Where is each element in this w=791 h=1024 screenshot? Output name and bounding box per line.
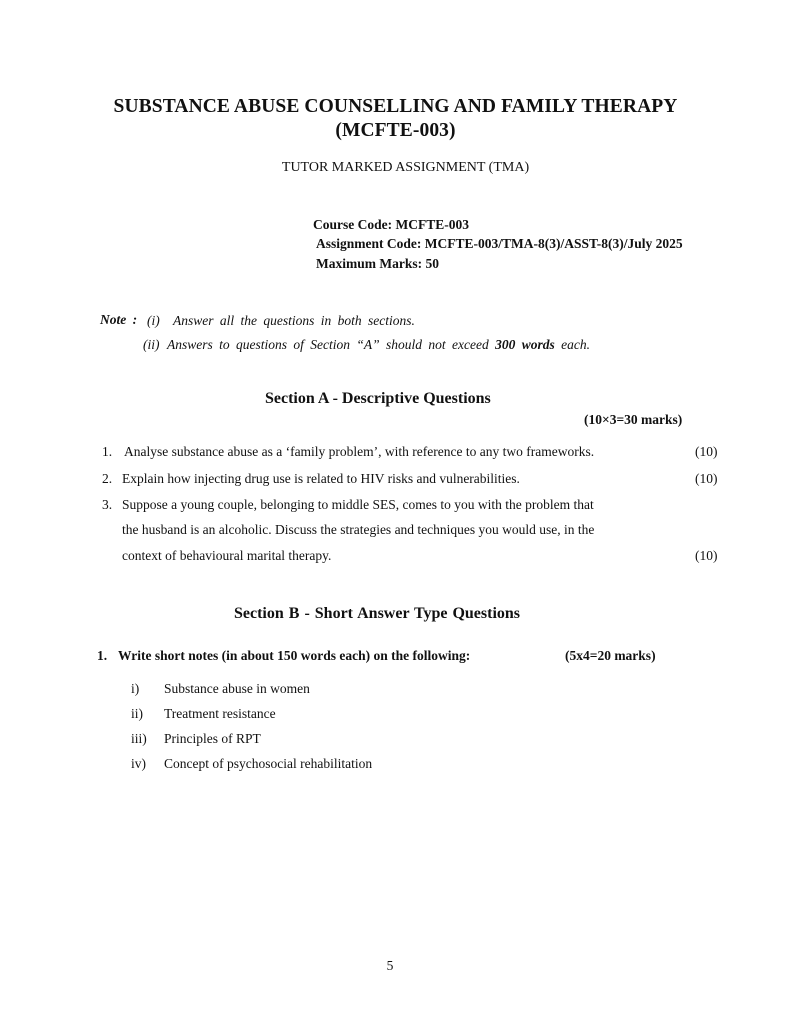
section-a-marks: (10×3=30 marks)	[584, 412, 683, 427]
question-text: Explain how injecting drug use is related to HIV risks and vulnerabilities.	[122, 471, 520, 486]
question-marks: (10)	[695, 471, 718, 486]
note-item-1-number: (i)	[147, 313, 160, 328]
note-item-2-suffix: each.	[561, 337, 590, 352]
section-b-question-number: 1.	[97, 648, 108, 663]
assignment-type-subtitle: TUTOR MARKED ASSIGNMENT (TMA)	[281, 160, 530, 175]
note-word-limit: 300 words	[495, 337, 555, 352]
list-item-number: iv)	[131, 756, 146, 771]
question-text: Suppose a young couple, belonging to middle SES, comes to you with the problem that	[122, 497, 594, 512]
assignment-code: Assignment Code: MCFTE-003/TMA-8(3)/ASST-8(3)/July 2025	[316, 236, 683, 251]
list-item: Concept of psychosocial rehabilitation	[164, 756, 373, 771]
course-code: Course Code: MCFTE-003	[313, 217, 469, 232]
question-text: context of behavioural marital therapy.	[122, 548, 332, 563]
note-item-1-text: Answer all the questions in both sections.	[173, 313, 415, 328]
document-title: SUBSTANCE ABUSE COUNSELLING AND FAMILY THERAPY	[113, 96, 678, 117]
list-item: Treatment resistance	[164, 706, 276, 721]
list-item-number: iii)	[131, 731, 147, 746]
question-text: Analyse substance abuse as a ‘family problem’, with reference to any two frameworks.	[124, 444, 595, 459]
question-marks: (10)	[695, 444, 718, 459]
list-item: Principles of RPT	[164, 731, 261, 746]
section-b-question-text: Write short notes (in about 150 words each) on the following:	[118, 648, 471, 663]
note-item-2-text: Answers to questions of Section “A” should not exceed	[167, 337, 489, 352]
question-marks: (10)	[695, 548, 718, 563]
maximum-marks: Maximum Marks: 50	[316, 256, 439, 271]
note-item-2	[167, 337, 590, 353]
list-item-number: i)	[131, 681, 140, 696]
page-number: 5	[386, 958, 394, 973]
question-number: 3.	[102, 497, 113, 512]
list-item: Substance abuse in women	[164, 681, 310, 696]
section-b-heading: Section B - Short Answer Type Questions	[234, 605, 521, 622]
course-code-title: (MCFTE-003)	[335, 120, 456, 141]
list-item-number: ii)	[131, 706, 143, 721]
note-label: Note :	[100, 312, 138, 327]
section-b-marks: (5x4=20 marks)	[565, 648, 656, 663]
note-item-2-number: (ii)	[143, 337, 160, 352]
question-text: the husband is an alcoholic. Discuss the strategies and techniques you would use, in the	[122, 522, 595, 537]
question-number: 1.	[102, 444, 113, 459]
question-number: 2.	[102, 471, 113, 486]
section-a-heading: Section A - Descriptive Questions	[265, 390, 491, 407]
